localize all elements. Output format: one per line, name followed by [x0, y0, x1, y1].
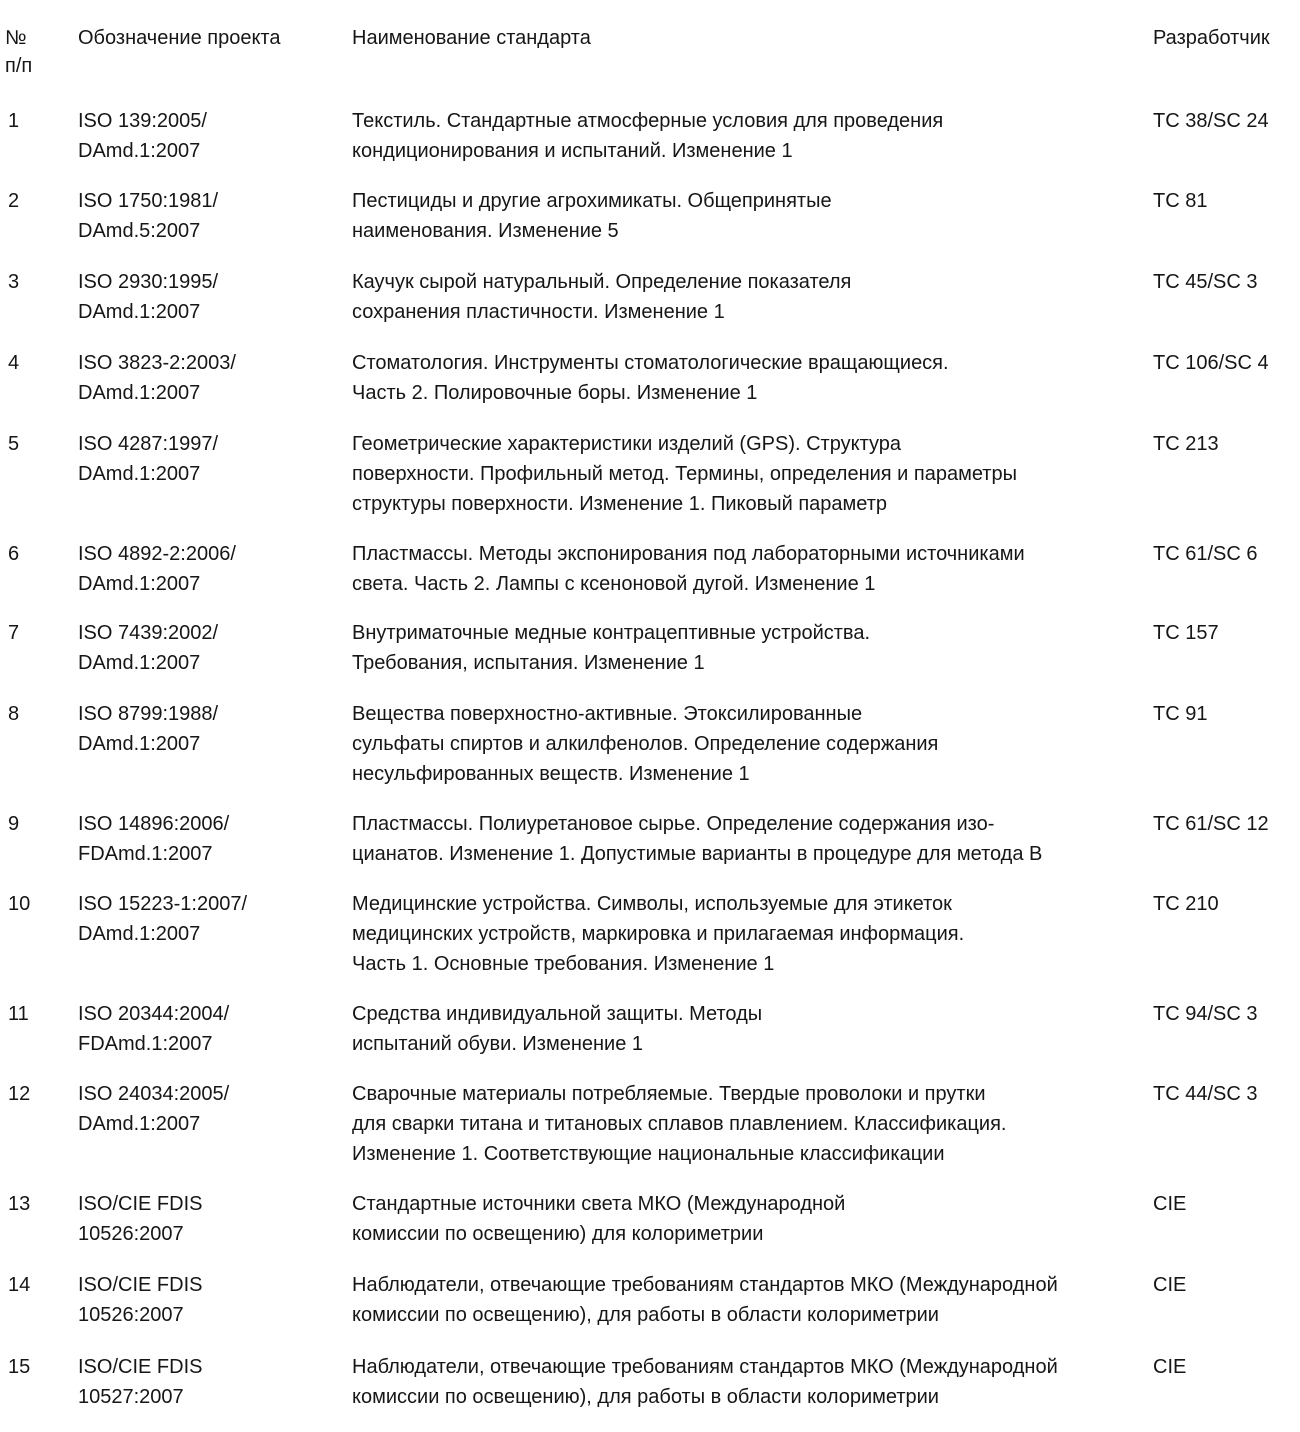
row-standard-name [352, 999, 1142, 1059]
standard-name-line: Часть 2. Полировочные боры. Изменение 1 [352, 382, 758, 404]
row-standard-name [352, 889, 1142, 979]
standard-name-line: комиссии по освещению) для колориметрии [352, 1223, 764, 1245]
table-row [0, 539, 1300, 599]
row-project-code [78, 889, 338, 949]
project-code-line: DAmd.1:2007 [78, 382, 201, 404]
row-developer: TC 210 [1153, 893, 1219, 915]
standard-name-line: цианатов. Изменение 1. Допустимые варианты в процедуре для метода В [352, 843, 1043, 865]
standard-name-line: Средства индивидуальной защиты. Методы [352, 1003, 763, 1025]
project-code-line: DAmd.1:2007 [78, 301, 201, 323]
table-row [0, 618, 1300, 678]
row-standard-name [352, 1189, 1142, 1249]
standard-name-line: Стандартные источники света МКО (Международной [352, 1193, 846, 1215]
standard-name-line: медицинских устройств, маркировка и прилагаемая информация. [352, 923, 965, 945]
project-code-line: DAmd.1:2007 [78, 923, 201, 945]
standard-name-line: сохранения пластичности. Изменение 1 [352, 301, 725, 323]
row-number: 6 [8, 543, 20, 565]
project-code-line: FDAmd.1:2007 [78, 1033, 213, 1055]
row-project-code [78, 618, 338, 678]
standard-name-line: комиссии по освещению), для работы в области колориметрии [352, 1386, 939, 1408]
standard-name-line: сульфаты спиртов и алкилфенолов. Определение содержания [352, 733, 939, 755]
standard-name-line: наименования. Изменение 5 [352, 220, 619, 242]
project-code-line: DAmd.1:2007 [78, 733, 201, 755]
table-row [0, 889, 1300, 979]
row-project-code [78, 539, 338, 599]
row-standard-name [352, 809, 1142, 869]
table-row [0, 429, 1300, 519]
row-number: 8 [8, 703, 20, 725]
row-project-code [78, 809, 338, 869]
row-project-code [78, 1270, 338, 1330]
project-code-line: DAmd.1:2007 [78, 573, 201, 595]
project-code-line: ISO/CIE FDIS [78, 1274, 203, 1296]
project-code-line: ISO/CIE FDIS [78, 1193, 203, 1215]
standard-name-line: Пластмассы. Полиуретановое сырье. Определение содержания изо- [352, 813, 995, 835]
row-project-code [78, 106, 338, 166]
project-code-line: 10526:2007 [78, 1304, 184, 1326]
standard-name-line: Часть 1. Основные требования. Изменение 1 [352, 953, 775, 975]
row-developer: TC 213 [1153, 433, 1219, 455]
standard-name-line: испытаний обуви. Изменение 1 [352, 1033, 644, 1055]
standard-name-line: кондиционирования и испытаний. Изменение 1 [352, 140, 793, 162]
row-number: 1 [8, 110, 20, 132]
row-developer: TC 38/SC 24 [1153, 110, 1269, 132]
standard-name-line: Текстиль. Стандартные атмосферные условия для проведения [352, 110, 944, 132]
project-code-line: ISO 14896:2006/ [78, 813, 230, 835]
project-code-line: 10526:2007 [78, 1223, 184, 1245]
standard-name-line: Пестициды и другие агрохимикаты. Общепринятые [352, 190, 832, 212]
row-standard-name [352, 106, 1142, 166]
row-project-code [78, 1352, 338, 1412]
row-standard-name [352, 618, 1142, 678]
standard-name-line: Сварочные материалы потребляемые. Твердые проволоки и прутки [352, 1083, 986, 1105]
project-code-line: ISO 1750:1981/ [78, 190, 219, 212]
row-developer: TC 106/SC 4 [1153, 352, 1269, 374]
row-project-code [78, 267, 338, 327]
row-standard-name [352, 699, 1142, 789]
row-standard-name [352, 1079, 1142, 1169]
standard-name-line: Вещества поверхностно-активные. Этоксилированные [352, 703, 863, 725]
table-row [0, 106, 1300, 166]
row-developer: TC 94/SC 3 [1153, 1003, 1258, 1025]
row-number: 4 [8, 352, 20, 374]
row-developer: TC 61/SC 12 [1153, 813, 1269, 835]
row-number: 10 [8, 893, 31, 915]
table-row [0, 186, 1300, 246]
row-standard-name [352, 1352, 1142, 1412]
row-developer: TC 45/SC 3 [1153, 271, 1258, 293]
row-developer: TC 91 [1153, 703, 1208, 725]
table-row [0, 348, 1300, 408]
standard-name-line: Внутриматочные медные контрацептивные устройства. [352, 622, 870, 644]
project-code-line: ISO 4287:1997/ [78, 433, 219, 455]
standard-name-line: несульфированных веществ. Изменение 1 [352, 763, 750, 785]
row-number: 12 [8, 1083, 31, 1105]
standard-name-line: Изменение 1. Соответствующие национальные классификации [352, 1143, 945, 1165]
project-code-line: ISO/CIE FDIS [78, 1356, 203, 1378]
project-code-line: ISO 20344:2004/ [78, 1003, 230, 1025]
table-row [0, 1352, 1300, 1412]
row-number: 15 [8, 1356, 31, 1378]
row-standard-name [352, 1270, 1142, 1330]
row-number: 9 [8, 813, 20, 835]
table-header [0, 24, 1300, 84]
project-code-line: ISO 8799:1988/ [78, 703, 219, 725]
row-number: 7 [8, 622, 20, 644]
row-number: 3 [8, 271, 20, 293]
standard-name-line: Медицинские устройства. Символы, используемые для этикеток [352, 893, 952, 915]
standard-name-line: Пластмассы. Методы экспонирования под лабораторными источниками [352, 543, 1025, 565]
row-project-code [78, 699, 338, 759]
row-developer: TC 44/SC 3 [1153, 1083, 1258, 1105]
project-code-line: FDAmd.1:2007 [78, 843, 213, 865]
header-standard-name: Наименование стандарта [352, 27, 591, 49]
table-row [0, 267, 1300, 327]
row-developer: CIE [1153, 1193, 1187, 1215]
standard-name-line: Каучук сырой натуральный. Определение показателя [352, 271, 852, 293]
header-number: № п/п [5, 27, 33, 77]
row-project-code [78, 1189, 338, 1249]
table-row [0, 1079, 1300, 1169]
row-developer: CIE [1153, 1356, 1187, 1378]
row-developer: CIE [1153, 1274, 1187, 1296]
row-developer: TC 61/SC 6 [1153, 543, 1258, 565]
row-number: 14 [8, 1274, 31, 1296]
header-developer: Разработчик [1153, 27, 1270, 49]
project-code-line: DAmd.1:2007 [78, 1113, 201, 1135]
row-standard-name [352, 267, 1142, 327]
row-number: 11 [8, 1003, 29, 1025]
project-code-line: ISO 139:2005/ [78, 110, 207, 132]
project-code-line: ISO 3823-2:2003/ [78, 352, 236, 374]
header-project-code: Обозначение проекта [78, 27, 281, 49]
project-code-line: ISO 2930:1995/ [78, 271, 219, 293]
standard-name-line: Наблюдатели, отвечающие требованиям стандартов МКО (Международной [352, 1356, 1058, 1378]
row-project-code [78, 429, 338, 489]
standard-name-line: для сварки титана и титановых сплавов плавлением. Классификация. [352, 1113, 1007, 1135]
row-developer: TC 157 [1153, 622, 1219, 644]
table-row [0, 699, 1300, 789]
project-code-line: DAmd.1:2007 [78, 652, 201, 674]
table-row [0, 809, 1300, 869]
project-code-line: DAmd.1:2007 [78, 140, 201, 162]
standard-name-line: света. Часть 2. Лампы с ксеноновой дугой. Изменение 1 [352, 573, 876, 595]
row-number: 13 [8, 1193, 31, 1215]
row-standard-name [352, 186, 1142, 246]
standard-name-line: комиссии по освещению), для работы в области колориметрии [352, 1304, 939, 1326]
project-code-line: DAmd.5:2007 [78, 220, 201, 242]
standard-name-line: Требования, испытания. Изменение 1 [352, 652, 705, 674]
row-standard-name [352, 348, 1142, 408]
table-row [0, 1270, 1300, 1330]
table-row [0, 1189, 1300, 1249]
row-project-code [78, 348, 338, 408]
row-number: 2 [8, 190, 20, 212]
row-number: 5 [8, 433, 20, 455]
table-row [0, 999, 1300, 1059]
row-project-code [78, 186, 338, 246]
standard-name-line: структуры поверхности. Изменение 1. Пиковый параметр [352, 493, 888, 515]
project-code-line: 10527:2007 [78, 1386, 184, 1408]
project-code-line: DAmd.1:2007 [78, 463, 201, 485]
standard-name-line: Наблюдатели, отвечающие требованиям стандартов МКО (Международной [352, 1274, 1058, 1296]
project-code-line: ISO 15223-1:2007/ [78, 893, 248, 915]
project-code-line: ISO 7439:2002/ [78, 622, 219, 644]
row-project-code [78, 1079, 338, 1139]
standard-name-line: поверхности. Профильный метод. Термины, определения и параметры [352, 463, 1017, 485]
project-code-line: ISO 24034:2005/ [78, 1083, 230, 1105]
standard-name-line: Геометрические характеристики изделий (GPS). Структура [352, 433, 901, 455]
row-developer: TC 81 [1153, 190, 1208, 212]
table-body [0, 106, 1300, 1432]
row-standard-name [352, 539, 1142, 599]
standard-name-line: Стоматология. Инструменты стоматологические вращающиеся. [352, 352, 949, 374]
row-project-code [78, 999, 338, 1059]
project-code-line: ISO 4892-2:2006/ [78, 543, 236, 565]
row-standard-name [352, 429, 1142, 519]
